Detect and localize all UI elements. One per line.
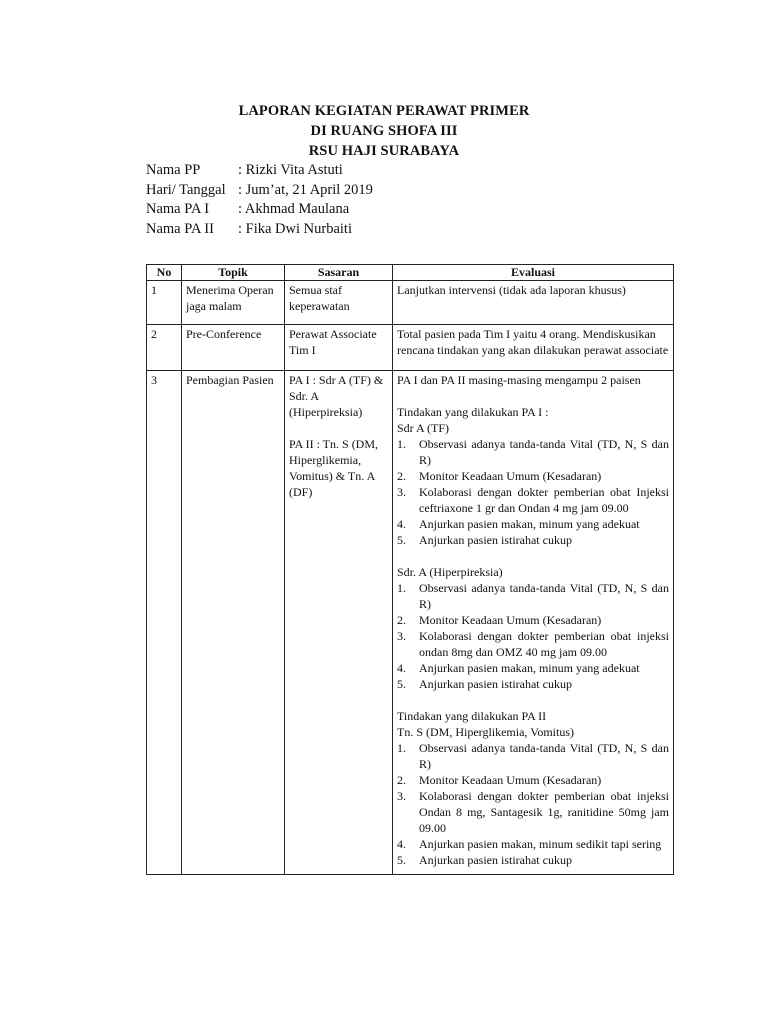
report-title: LAPORAN KEGIATAN PERAWAT PRIMER	[238, 103, 530, 119]
cell-topik: Menerima Operan jaga malam	[182, 281, 285, 325]
info-row-pa1	[146, 200, 373, 220]
cell-no: 2	[147, 325, 182, 371]
sasaran-pa1: PA I : Sdr A (TF) & Sdr. A (Hiperpireksia)	[289, 373, 384, 419]
list-item: 1. Observasi adanya tanda-tanda Vital (TD, N, S dan R)	[397, 581, 669, 611]
table-header-row	[147, 265, 674, 281]
patient2-actions	[397, 580, 669, 692]
patient-name: Sdr. A (Hiperpireksia)	[397, 565, 503, 579]
list-item: 3. Kolaborasi dengan dokter pemberian obat Injeksi ceftriaxone 1 gr dan Ondan 4 mg jam 09.00	[397, 485, 669, 515]
list-item: 5. Anjurkan pasien istirahat cukup	[397, 853, 572, 867]
report-subtitle-room: DI RUANG SHOFA III	[310, 123, 458, 139]
report-subtitle-hospital: RSU HAJI SURABAYA	[308, 143, 460, 159]
pa2-heading: Tindakan yang dilakukan PA II	[397, 709, 547, 723]
patient-name: Sdr A (TF)	[397, 421, 450, 435]
col-header-evaluasi: Evaluasi	[393, 265, 674, 281]
info-row-pp	[146, 161, 373, 181]
cell-sasaran: Perawat Associate Tim I	[285, 325, 393, 371]
pa1-heading: Tindakan yang dilakukan PA I :	[397, 405, 549, 419]
cell-evaluasi: Total pasien pada Tim I yaitu 4 orang. Mendiskusikan rencana tindakan yang akan dilakukan perawat associate	[393, 325, 674, 371]
cell-sasaran	[285, 371, 393, 875]
table-row	[147, 281, 674, 325]
table-row	[147, 371, 674, 875]
info-value: : Akhmad Maulana	[238, 201, 350, 217]
list-item: 2. Monitor Keadaan Umum (Kesadaran)	[397, 469, 602, 483]
list-item: 5. Anjurkan pasien istirahat cukup	[397, 533, 572, 547]
col-header-sasaran: Sasaran	[285, 265, 393, 281]
patient-name: Tn. S (DM, Hiperglikemia, Vomitus)	[397, 725, 574, 739]
info-label: Hari/ Tanggal	[146, 181, 226, 198]
info-label: Nama PA II	[146, 220, 214, 237]
info-value: : Jum’at, 21 April 2019	[238, 181, 373, 198]
list-item: 2. Monitor Keadaan Umum (Kesadaran)	[397, 613, 602, 627]
patient1-actions	[397, 436, 669, 548]
info-row-date	[146, 181, 373, 201]
info-label: Nama PA I	[146, 201, 210, 217]
list-item: 4. Anjurkan pasien makan, minum yang adekuat	[397, 661, 640, 675]
table-row	[147, 325, 674, 371]
sasaran-pa2: PA II : Tn. S (DM, Hiperglikemia, Vomitus) & Tn. A (DF)	[289, 437, 379, 499]
list-item: 4. Anjurkan pasien makan, minum sedikit tapi sering	[397, 837, 662, 851]
list-item: 3. Kolaborasi dengan dokter pemberian obat injeksi Ondan 8 mg, Santagesik 1g, ranitidine 50mg jam 09.00	[397, 789, 669, 835]
info-row-pa2	[146, 220, 373, 240]
col-header-no: No	[147, 265, 182, 281]
info-label: Nama PP	[146, 162, 201, 178]
report-info	[146, 161, 373, 239]
list-item: 2. Monitor Keadaan Umum (Kesadaran)	[397, 773, 602, 787]
col-header-topik: Topik	[182, 265, 285, 281]
evaluasi-intro: PA I dan PA II masing-masing mengampu 2 paisen	[397, 373, 641, 387]
list-item: 1. Observasi adanya tanda-tanda Vital (TD, N, S dan R)	[397, 741, 669, 771]
cell-evaluasi	[393, 371, 674, 875]
cell-no: 3	[147, 371, 182, 875]
activity-table	[146, 264, 674, 875]
cell-evaluasi: Lanjutkan intervensi (tidak ada laporan khusus)	[393, 281, 674, 325]
list-item: 4. Anjurkan pasien makan, minum yang adekuat	[397, 517, 640, 531]
list-item: 1. Observasi adanya tanda-tanda Vital (TD, N, S dan R)	[397, 437, 669, 467]
cell-topik: Pre-Conference	[182, 325, 285, 371]
list-item: 3. Kolaborasi dengan dokter pemberian obat injeksi ondan 8mg dan OMZ 40 mg jam 09.00	[397, 629, 669, 659]
cell-topik: Pembagian Pasien	[182, 371, 285, 875]
cell-no: 1	[147, 281, 182, 325]
list-item: 5. Anjurkan pasien istirahat cukup	[397, 677, 572, 691]
info-value: : Rizki Vita Astuti	[238, 162, 343, 178]
info-value: : Fika Dwi Nurbaiti	[238, 220, 352, 237]
patient3-actions	[397, 740, 669, 868]
cell-sasaran: Semua staf keperawatan	[285, 281, 393, 325]
